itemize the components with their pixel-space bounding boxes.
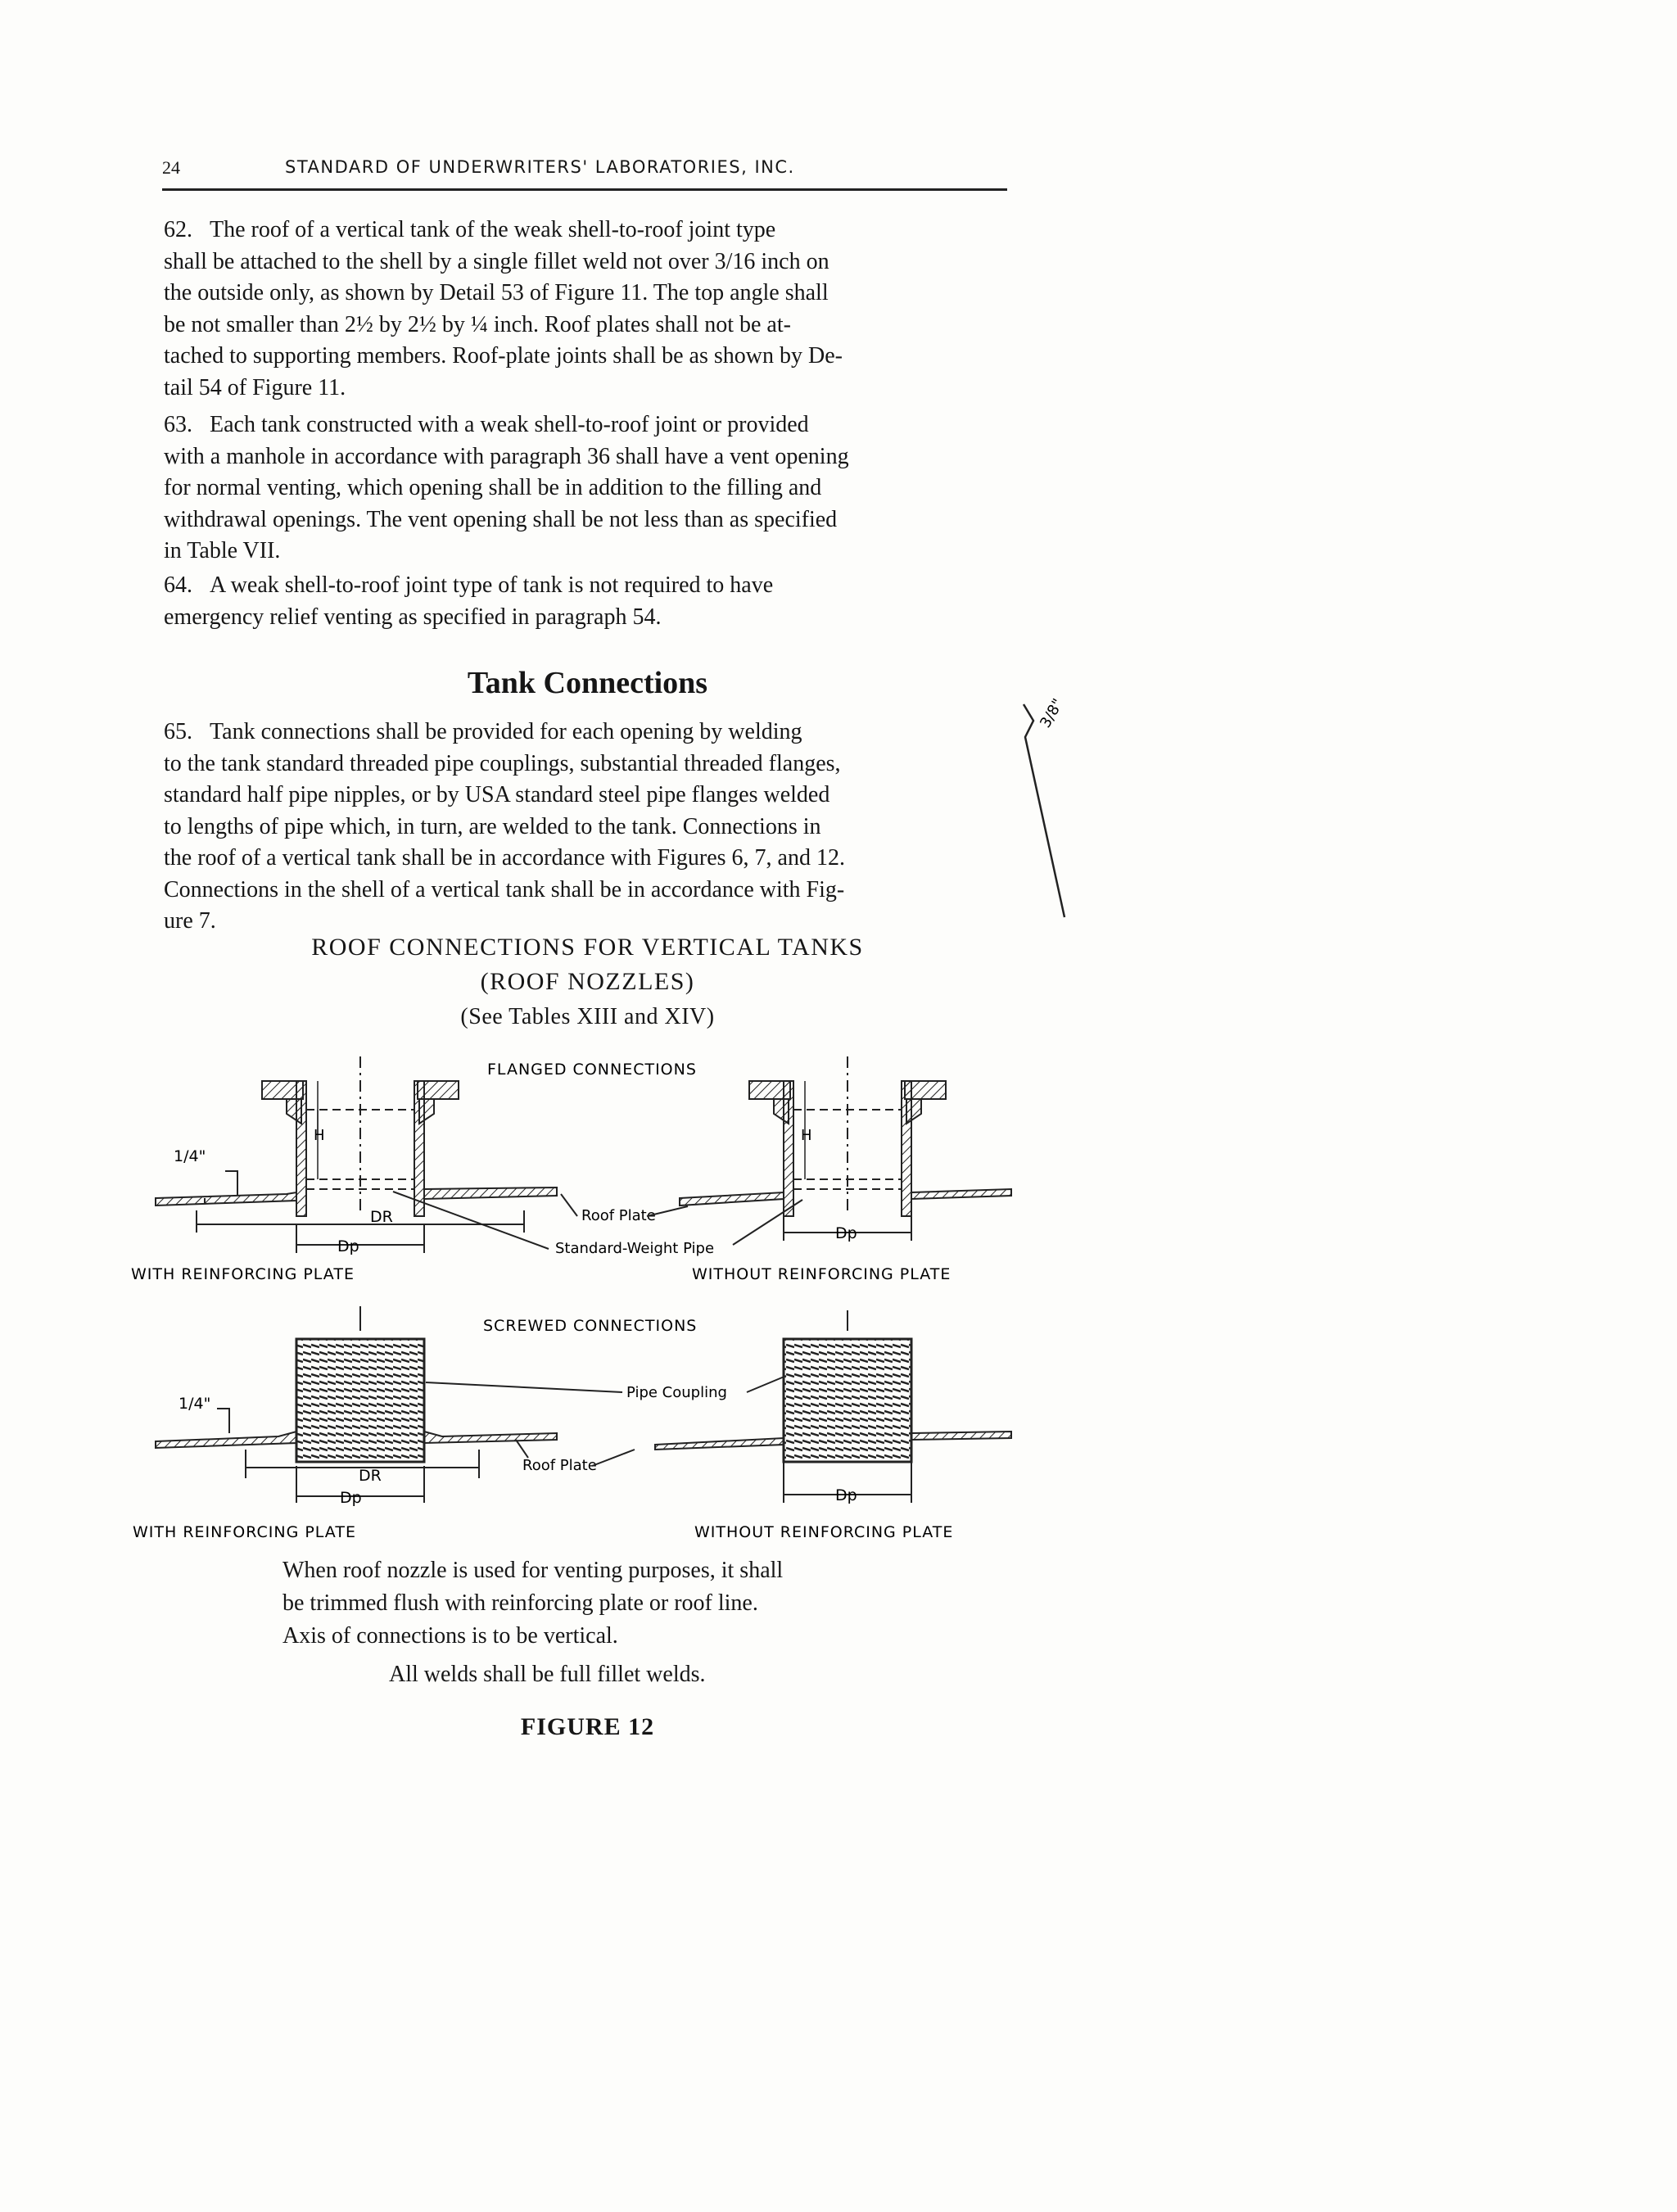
margin-bracket	[1024, 704, 1065, 917]
flanged-heading: FLANGED CONNECTIONS	[487, 1061, 697, 1079]
caption-screwed-without: WITHOUT REINFORCING PLATE	[694, 1523, 954, 1541]
roof-nozzle-figure	[131, 1048, 1024, 1564]
paragraph-line: withdrawal openings. The vent opening shall be not less than as specified	[164, 506, 838, 532]
flanged-with-reinforcing-diagram	[156, 1056, 577, 1255]
figure-note: Axis of connections is to be vertical.	[283, 1623, 618, 1649]
figure-table-reference: (See Tables XIII and XIV)	[460, 1004, 715, 1029]
paragraph-number: 64.	[164, 572, 192, 598]
height-label-right: H	[801, 1127, 812, 1144]
caption-flanged-with: WITH REINFORCING PLATE	[131, 1265, 355, 1283]
paragraph-62	[164, 215, 1011, 404]
margin-annotation	[1015, 672, 1114, 917]
dr-label-screwed: DR	[359, 1467, 382, 1485]
paragraph-line: tached to supporting members. Roof-plate joints shall be as shown by De-	[164, 343, 843, 369]
paragraph-line: for normal venting, which opening shall be in addition to the filling and	[164, 475, 822, 500]
quarter-inch-label-screwed: 1/4"	[179, 1395, 211, 1413]
paragraph-line: 64. A weak shell-to-roof joint type of tank is not required to have	[164, 570, 1011, 602]
paragraph-line: 65. Tank connections shall be provided for each opening by welding	[164, 717, 1011, 749]
quarter-inch-label: 1/4"	[174, 1147, 206, 1165]
caption-screwed-with: WITH REINFORCING PLATE	[133, 1523, 356, 1541]
pipe-coupling-label: Pipe Coupling	[626, 1384, 727, 1401]
dp-label-right: Dp	[835, 1224, 857, 1242]
figure-note: All welds shall be full fillet welds.	[389, 1662, 706, 1687]
paragraph-line: tail 54 of Figure 11.	[164, 374, 346, 400]
screwed-with-reinforcing-diagram	[156, 1306, 622, 1507]
page-header	[162, 154, 1007, 191]
figure-title: ROOF CONNECTIONS FOR VERTICAL TANKS	[311, 934, 864, 961]
paragraph-line: be not smaller than 2½ by 2½ by ¼ inch. Roof plates shall not be at-	[164, 311, 791, 337]
paragraph-64	[164, 570, 1011, 633]
roof-plate-label: Roof Plate	[581, 1207, 656, 1224]
section-title: Tank Connections	[467, 666, 708, 700]
paragraph-65	[164, 717, 1011, 938]
dp-label: Dp	[337, 1237, 359, 1255]
paragraph-number: 62.	[164, 217, 192, 242]
flanged-without-reinforcing-diagram	[680, 1056, 1011, 1242]
paragraph-63	[164, 409, 1011, 568]
figure-label: FIGURE 12	[520, 1713, 655, 1740]
figure-subtitle: (ROOF NOZZLES)	[480, 968, 695, 995]
dp-label-screwed: Dp	[340, 1489, 362, 1507]
paragraph-line: with a manhole in accordance with paragraph 36 shall have a vent opening	[164, 443, 849, 469]
paragraph-line: in Table VII.	[164, 538, 281, 563]
paragraph-line: Connections in the shell of a vertical tank shall be in accordance with Fig-	[164, 876, 845, 902]
dp-label-screwed-right: Dp	[835, 1486, 857, 1504]
figure-note: When roof nozzle is used for venting purposes, it shall	[283, 1558, 784, 1583]
paragraph-line: to the tank standard threaded pipe couplings, substantial threaded flanges,	[164, 750, 841, 776]
screwed-heading: SCREWED CONNECTIONS	[483, 1317, 698, 1335]
screwed-without-reinforcing-diagram	[655, 1310, 1011, 1504]
figure-note: be trimmed flush with reinforcing plate or roof line.	[283, 1590, 758, 1616]
page-number: 24	[162, 157, 180, 178]
standard-pipe-label: Standard-Weight Pipe	[555, 1240, 715, 1257]
roof-plate-label-screwed: Roof Plate	[522, 1457, 597, 1474]
running-head: STANDARD OF UNDERWRITERS' LABORATORIES, INC.	[285, 157, 795, 177]
caption-flanged-without: WITHOUT REINFORCING PLATE	[692, 1265, 952, 1283]
paragraph-line: the outside only, as shown by Detail 53 of Figure 11. The top angle shall	[164, 280, 829, 305]
paragraph-line: emergency relief venting as specified in paragraph 54.	[164, 604, 662, 630]
paragraph-line: 62. The roof of a vertical tank of the weak shell-to-roof joint type	[164, 215, 1011, 247]
paragraph-line: shall be attached to the shell by a single fillet weld not over 3/16 inch on	[164, 248, 829, 274]
paragraph-line: to lengths of pipe which, in turn, are welded to the tank. Connections in	[164, 813, 821, 839]
dr-label: DR	[370, 1208, 393, 1226]
height-label: H	[314, 1127, 325, 1144]
margin-note: 3/8"	[1037, 695, 1067, 731]
paragraph-number: 63.	[164, 412, 192, 437]
paragraph-line: ure 7.	[164, 908, 216, 934]
paragraph-line: standard half pipe nipples, or by USA standard steel pipe flanges welded	[164, 782, 830, 807]
paragraph-line: 63. Each tank constructed with a weak shell-to-roof joint or provided	[164, 409, 1011, 441]
paragraph-line: the roof of a vertical tank shall be in accordance with Figures 6, 7, and 12.	[164, 845, 845, 871]
paragraph-number: 65.	[164, 719, 192, 744]
